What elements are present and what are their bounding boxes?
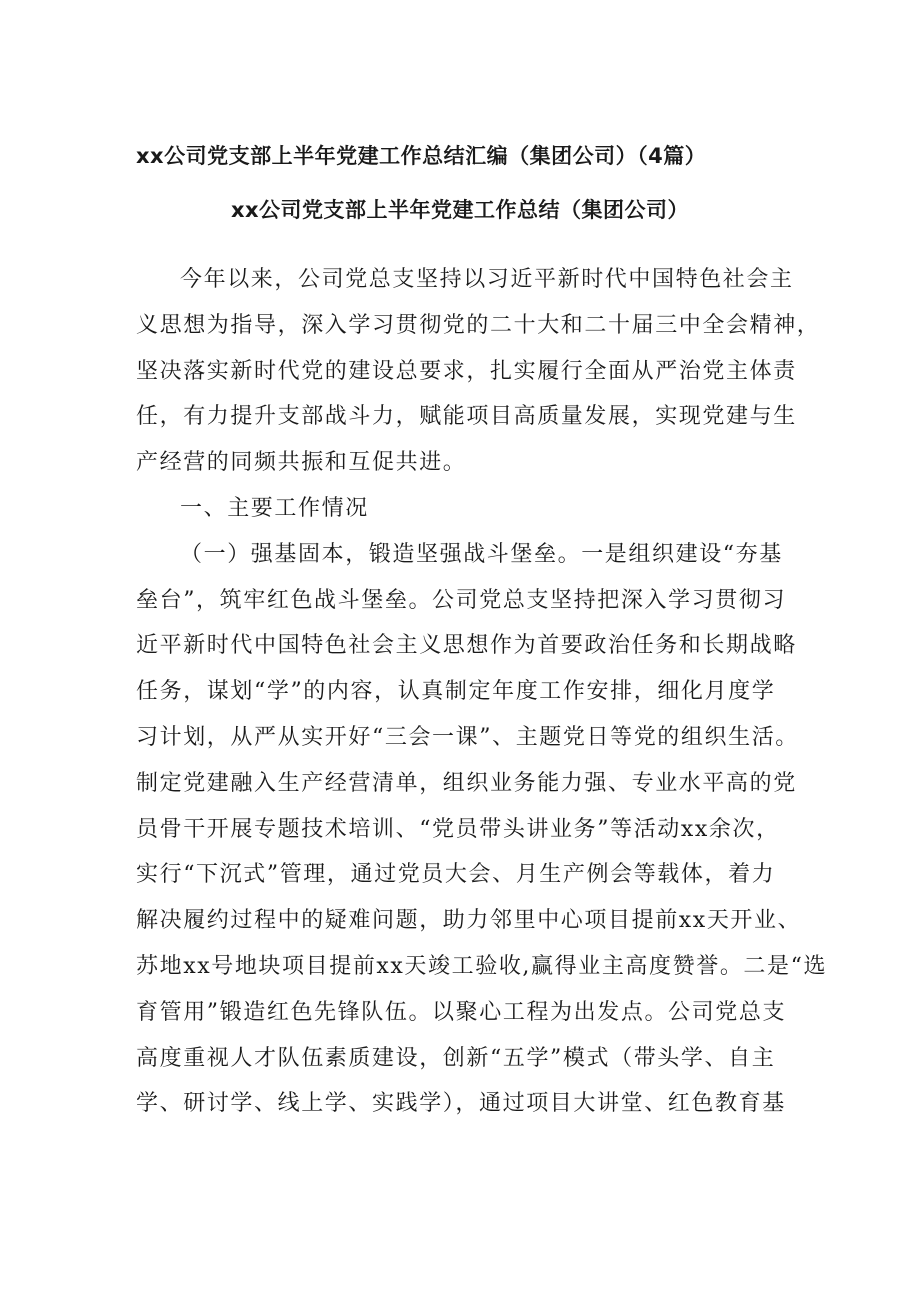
document-title: xx公司党支部上半年党建工作总结汇编（集团公司）（4篇） [136, 144, 707, 168]
paragraph-line: 育管用”锻造红色先锋队伍。以聚心工程为出发点。公司党总支 [136, 999, 787, 1025]
paragraph-line: 解决履约过程中的疑难问题，助力邻里中心项目提前xx天开业、 [136, 908, 802, 934]
paragraph-line: 员骨干开展专题技术培训、“党员带头讲业务”等活动xx余次， [136, 816, 780, 842]
paragraph-line: 实行“下沉式”管理，通过党员大会、月生产例会等载体，着力 [136, 862, 776, 888]
paragraph-line: 苏地xx号地块项目提前xx天竣工验收,赢得业主高度赞誉。二是“选 [136, 953, 828, 979]
paragraph-line: 习计划，从严从实开好“三会一课”、主题党日等党的组织生活。 [136, 724, 799, 750]
paragraph-line: 坚决落实新时代党的建设总要求，扎实履行全面从严治党主体责 [136, 358, 797, 384]
body-text [136, 257, 828, 1127]
paragraph-line: 义思想为指导，深入学习贯彻党的二十大和二十届三中全会精神， [136, 312, 821, 338]
section-title: xx公司党支部上半年党建工作总结（集团公司） [230, 198, 690, 222]
paragraph-line: 垒台”，筑牢红色战斗堡垒。公司党总支坚持把深入学习贯彻习 [136, 587, 787, 613]
paragraph-line: 近平新时代中国特色社会主义思想作为首要政治任务和长期战略 [136, 633, 797, 659]
paragraph-line: 高度重视人才队伍素质建设，创新“五学”模式（带头学、自主 [136, 1045, 776, 1071]
paragraph-line: （一）强基固本，锻造坚强战斗堡垒。一是组织建设“夯基 [180, 541, 783, 567]
paragraph-line: 学、研讨学、线上学、实践学），通过项目大讲堂、红色教育基 [136, 1091, 786, 1117]
paragraph-line: 任务，谋划“学”的内容，认真制定年度工作安排，细化月度学 [136, 679, 776, 705]
paragraph-line: 产经营的同频共振和互促共进。 [136, 450, 467, 476]
paragraph-line: 制定党建融入生产经营清单，组织业务能力强、专业水平高的党 [136, 770, 797, 796]
paragraph-line: 任，有力提升支部战斗力，赋能项目高质量发展，实现党建与生 [136, 404, 797, 430]
paragraph-line: 今年以来，公司党总支坚持以习近平新时代中国特色社会主 [180, 267, 794, 292]
heading-main-work: 一、主要工作情况 [180, 495, 369, 521]
